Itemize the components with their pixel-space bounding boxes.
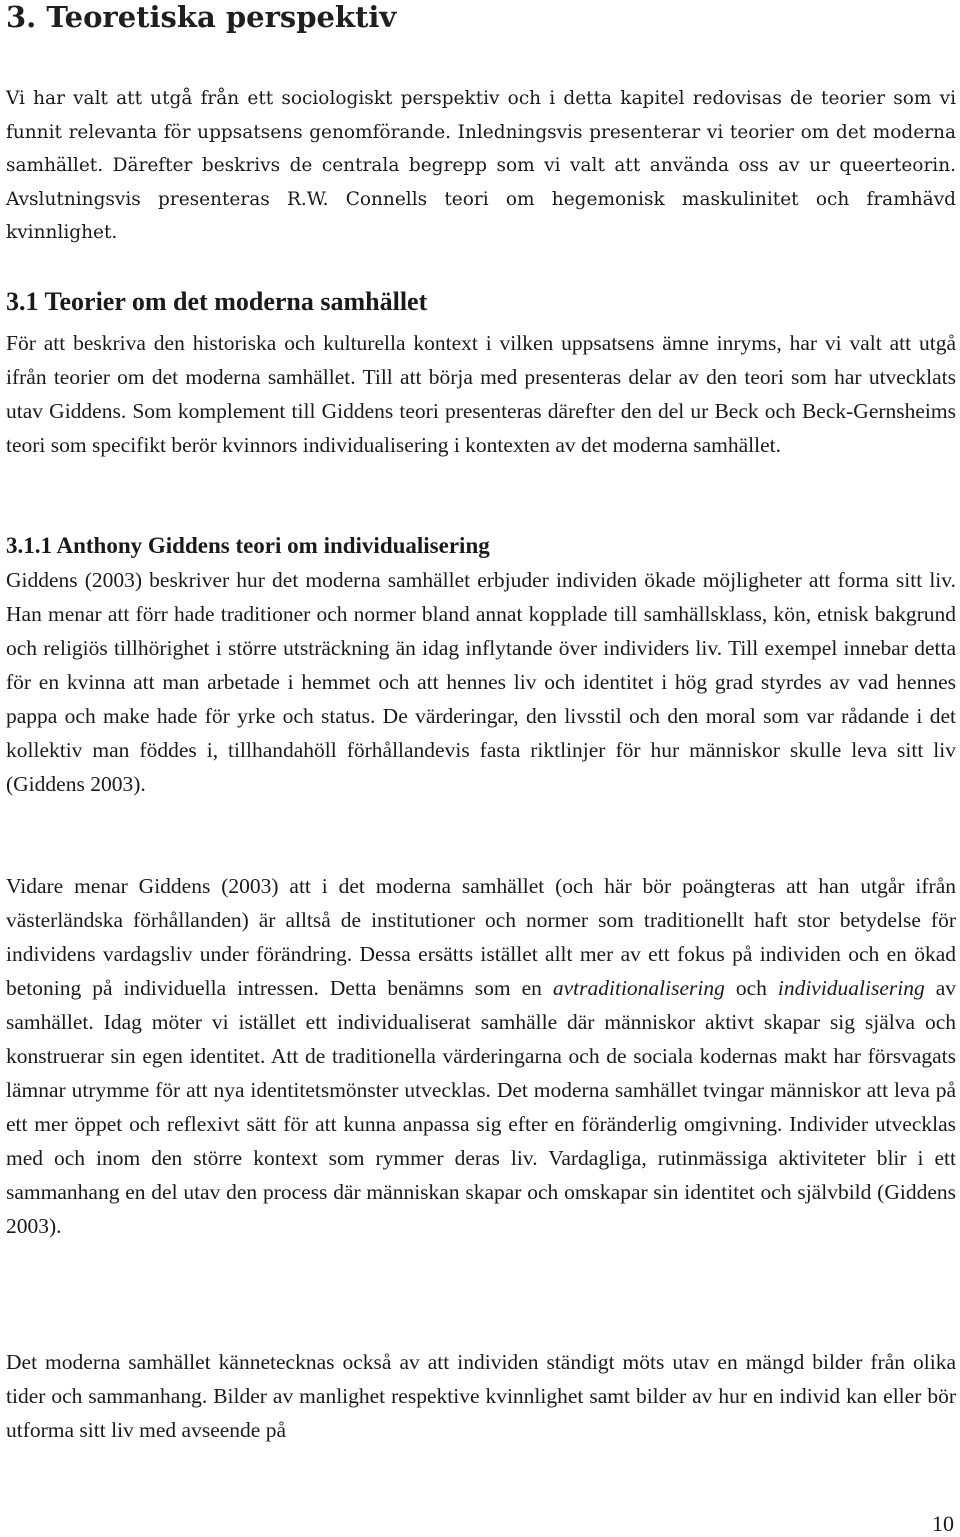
paragraph-2-part-2: av samhället. Idag möter vi istället ett individualiserat samhälle där människor aktivt skapar sig själva och konstruerar sin egen identitet. Att de traditionella värderingarna och de sociala kodernas makt har försvagats lämnar utrymme för att nya identitetsmönster utvecklas. Det moderna samhället tvingar människor att leva på ett mer öppet och reflexivt sätt för att kunna anpassa sig efter en föränderlig omgivning. Individer utvecklas med och inom den större kontext som rymmer deras liv. Vardagliga, rutinmässiga aktiviteter blir i ett sammanhang en del utav den process där människan skapar och omskapar sin identitet och självbild (Giddens 2003). — [6, 976, 957, 1238]
term-individualisering: individualisering — [777, 976, 925, 1000]
section-3-1-paragraph: För att beskriva den historiska och kulturella kontext i vilken uppsatsens ämne inryms, har vi valt att utgå ifrån teorier om det moderna samhället. Till att börja med presenteras delar av den teori som har utvecklats utav Giddens. Som komplement till Giddens teori presenteras därefter den del ur Beck och Beck-Gernsheims teori som specifikt berör kvinnors individualisering i kontexten av det moderna samhället. — [6, 331, 956, 457]
section-heading-3-1: 3.1 Teorier om det moderna samhället — [6, 287, 428, 316]
paragraph-2-part-1: Vidare menar Giddens (2003) att i det moderna samhället (och här bör poängteras att han utgår ifrån västerländska förhållanden) är alltså de institutioner och normer som traditionellt haft stor betydelse för individens vardagsliv under förändring. Dessa ersätts istället allt mer av ett fokus på individen och en ökad betoning på individuella intressen. Detta benämns som en — [6, 874, 956, 1000]
section-heading-3-1-1: 3.1.1 Anthony Giddens teori om individualisering — [6, 533, 490, 558]
chapter-intro-paragraph: Vi har valt att utgå från ett sociologiskt perspektiv och i detta kapitel redovisas de teorier som vi funnit relevanta för uppsatsens genomförande. Inledningsvis presenterar vi teorier om det moderna samhället. Därefter beskrivs de centrala begrepp som vi valt att använda oss av ur queerteorin. Avslutningsvis presenteras R.W. Connells teori om hegemonisk maskulinitet och framhävd kvinnlighet. — [6, 88, 956, 243]
chapter-title: 3. Teoretiska perspektiv — [6, 0, 397, 34]
page-number: 10 — [932, 1511, 954, 1536]
section-3-1-1-paragraph-1: Giddens (2003) beskriver hur det moderna samhället erbjuder individen ökade möjligheter att forma sitt liv. Han menar att förr hade traditioner och normer bland annat kopplade till samhällsklass, kön, etnisk bakgrund och religiös tillhörighet i större utsträckning än idag inflytande över individers liv. Till exempel innebar detta för en kvinna att man arbetade i hemmet och att hennes liv och identitet i hög grad styrdes av vad hennes pappa och make hade för yrke och status. De värderingar, den livsstil och den moral som var rådande i det kollektiv man föddes i, tillhandahöll förhållandevis fasta riktlinjer för hur människor skulle leva sitt liv (Giddens 2003). — [6, 568, 956, 796]
section-3-1-1-paragraph-3: Det moderna samhället kännetecknas också av att individen ständigt möts utav en mängd bilder från olika tider och sammanhang. Bilder av manlighet respektive kvinnlighet samt bilder av hur en individ kan eller bör utforma sitt liv med avseende på — [6, 1350, 956, 1442]
term-avtraditionalisering: avtraditionalisering — [552, 976, 725, 1000]
section-3-1-1-paragraph-2 — [6, 869, 956, 1243]
term-connector: och — [735, 976, 767, 1000]
